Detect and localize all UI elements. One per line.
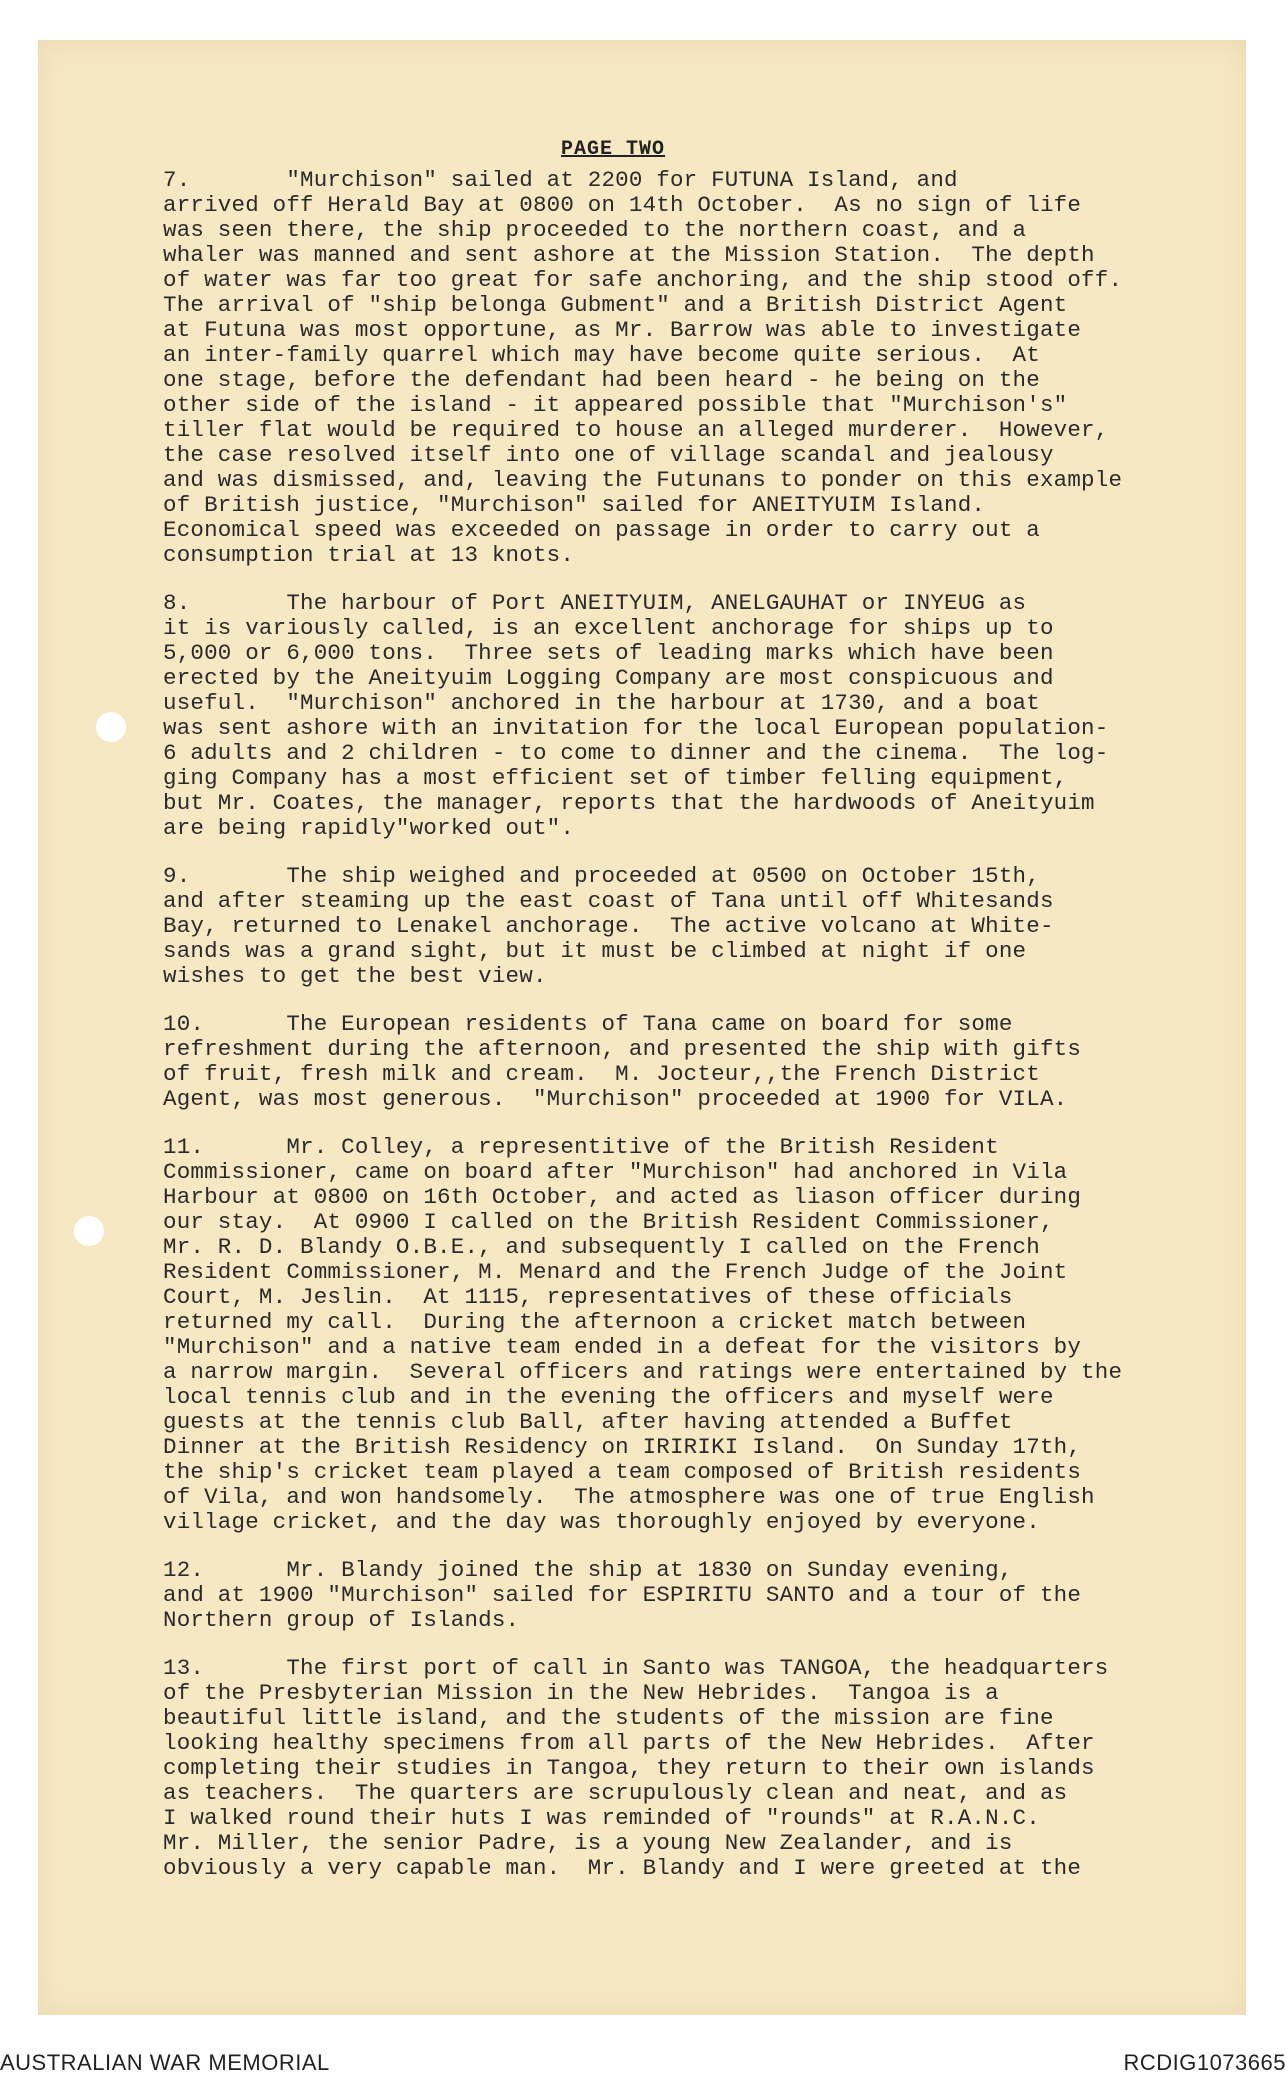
text-line: village cricket, and the day was thoroughly enjoyed by everyone. xyxy=(163,1509,1040,1535)
text-line: completing their studies in Tangoa, they return to their own islands xyxy=(163,1755,1095,1781)
text-line: of the Presbyterian Mission in the New Hebrides. Tangoa is a xyxy=(163,1680,999,1706)
text-line: Dinner at the British Residency on IRIRIKI Island. On Sunday 17th, xyxy=(163,1434,1082,1460)
paragraph xyxy=(163,1012,1233,1112)
text-line: was seen there, the ship proceeded to the northern coast, and a xyxy=(163,217,1027,243)
text-line: and at 1900 "Murchison" sailed for ESPIRITU SANTO and a tour of the xyxy=(163,1582,1082,1608)
text-line: Bay, returned to Lenakel anchorage. The active volcano at White- xyxy=(163,913,1054,939)
text-line: of Vila, and won handsomely. The atmosphere was one of true English xyxy=(163,1484,1095,1510)
punch-hole-top xyxy=(96,712,126,742)
text-line: wishes to get the best view. xyxy=(163,963,547,989)
text-line: 9. The ship weighed and proceeded at 0500 on October 15th, xyxy=(163,863,1040,889)
footer-item-id: RCDIG1073665 xyxy=(1123,2050,1286,2075)
paragraph xyxy=(163,1656,1233,1881)
text-line: and was dismissed, and, leaving the Futunans to ponder on this example xyxy=(163,467,1123,493)
text-line: Commissioner, came on board after "Murchison" had anchored in Vila xyxy=(163,1159,1068,1185)
text-line: the case resolved itself into one of village scandal and jealousy xyxy=(163,442,1054,468)
text-line: 7. "Murchison" sailed at 2200 for FUTUNA Island, and xyxy=(163,167,958,193)
text-line: of British justice, "Murchison" sailed for ANEITYUIM Island. xyxy=(163,492,986,518)
text-line: 11. Mr. Colley, a representitive of the British Resident xyxy=(163,1134,999,1160)
text-line: as teachers. The quarters are scrupulously clean and neat, and as xyxy=(163,1780,1068,1806)
text-line: consumption trial at 13 knots. xyxy=(163,542,575,568)
text-line: ging Company has a most efficient set of timber felling equipment, xyxy=(163,765,1068,791)
text-line: are being rapidly"worked out". xyxy=(163,815,575,841)
text-line: 12. Mr. Blandy joined the ship at 1830 on Sunday evening, xyxy=(163,1557,1013,1583)
punch-hole-bottom xyxy=(74,1216,104,1246)
text-line: useful. "Murchison" anchored in the harbour at 1730, and a boat xyxy=(163,690,1040,716)
text-line: 6 adults and 2 children - to come to dinner and the cinema. The log- xyxy=(163,740,1109,766)
text-line: beautiful little island, and the students of the mission are fine xyxy=(163,1705,1054,1731)
text-line: Agent, was most generous. "Murchison" proceeded at 1900 for VILA. xyxy=(163,1086,1068,1112)
text-line: 10. The European residents of Tana came on board for some xyxy=(163,1011,1013,1037)
text-line: 5,000 or 6,000 tons. Three sets of leading marks which have been xyxy=(163,640,1054,666)
text-line: 8. The harbour of Port ANEITYUIM, ANELGAUHAT or INYEUG as xyxy=(163,590,1027,616)
text-line: a narrow margin. Several officers and ratings were entertained by the xyxy=(163,1359,1123,1385)
text-line: Northern group of Islands. xyxy=(163,1607,520,1633)
text-line: our stay. At 0900 I called on the British Resident Commissioner, xyxy=(163,1209,1054,1235)
text-line: refreshment during the afternoon, and presented the ship with gifts xyxy=(163,1036,1082,1062)
text-line: Court, M. Jeslin. At 1115, representatives of these officials xyxy=(163,1284,1013,1310)
text-line: other side of the island - it appeared possible that "Murchison's" xyxy=(163,392,1068,418)
text-line: an inter-family quarrel which may have become quite serious. At xyxy=(163,342,1040,368)
text-line: "Murchison" and a native team ended in a defeat for the visitors by xyxy=(163,1334,1082,1360)
paragraph xyxy=(163,1135,1233,1535)
text-line: and after steaming up the east coast of Tana until off Whitesands xyxy=(163,888,1054,914)
text-line: of fruit, fresh milk and cream. M. Jocteur,,the French District xyxy=(163,1061,1040,1087)
text-line: the ship's cricket team played a team composed of British residents xyxy=(163,1459,1082,1485)
text-line: but Mr. Coates, the manager, reports that the hardwoods of Aneityuim xyxy=(163,790,1095,816)
text-line: Mr. R. D. Blandy O.B.E., and subsequently I called on the French xyxy=(163,1234,1040,1260)
text-line: Economical speed was exceeded on passage in order to carry out a xyxy=(163,517,1040,543)
text-line: whaler was manned and sent ashore at the Mission Station. The depth xyxy=(163,242,1095,268)
text-line: it is variously called, is an excellent anchorage for ships up to xyxy=(163,615,1054,641)
text-line: returned my call. During the afternoon a cricket match between xyxy=(163,1309,1027,1335)
paragraph xyxy=(163,591,1233,841)
paragraph xyxy=(163,864,1233,989)
text-line: one stage, before the defendant had been heard - he being on the xyxy=(163,367,1040,393)
text-line: local tennis club and in the evening the officers and myself were xyxy=(163,1384,1054,1410)
text-line: sands was a grand sight, but it must be climbed at night if one xyxy=(163,938,1027,964)
text-line: at Futuna was most opportune, as Mr. Barrow was able to investigate xyxy=(163,317,1082,343)
text-line: Harbour at 0800 on 16th October, and acted as liason officer during xyxy=(163,1184,1082,1210)
text-line: Resident Commissioner, M. Menard and the French Judge of the Joint xyxy=(163,1259,1068,1285)
text-line: of water was far too great for safe anchoring, and the ship stood off. xyxy=(163,267,1123,293)
paragraph xyxy=(163,168,1233,568)
text-line: The arrival of "ship belonga Gubment" and a British District Agent xyxy=(163,292,1068,318)
text-line: was sent ashore with an invitation for the local European population- xyxy=(163,715,1109,741)
text-line: arrived off Herald Bay at 0800 on 14th October. As no sign of life xyxy=(163,192,1082,218)
footer-archive-name: AUSTRALIAN WAR MEMORIAL xyxy=(0,2050,330,2075)
text-line: tiller flat would be required to house an alleged murderer. However, xyxy=(163,417,1109,443)
page-heading: PAGE TWO xyxy=(560,138,665,161)
text-line: I walked round their huts I was reminded of "rounds" at R.A.N.C. xyxy=(163,1805,1040,1831)
text-line: 13. The first port of call in Santo was TANGOA, the headquarters xyxy=(163,1655,1109,1681)
text-line: Mr. Miller, the senior Padre, is a young New Zealander, and is xyxy=(163,1830,1013,1856)
document-body xyxy=(163,168,1233,1904)
text-line: erected by the Aneityuim Logging Company are most conspicuous and xyxy=(163,665,1054,691)
text-line: guests at the tennis club Ball, after having attended a Buffet xyxy=(163,1409,1013,1435)
text-line: looking healthy specimens from all parts of the New Hebrides. After xyxy=(163,1730,1095,1756)
paragraph xyxy=(163,1558,1233,1633)
text-line: obviously a very capable man. Mr. Blandy and I were greeted at the xyxy=(163,1855,1082,1881)
